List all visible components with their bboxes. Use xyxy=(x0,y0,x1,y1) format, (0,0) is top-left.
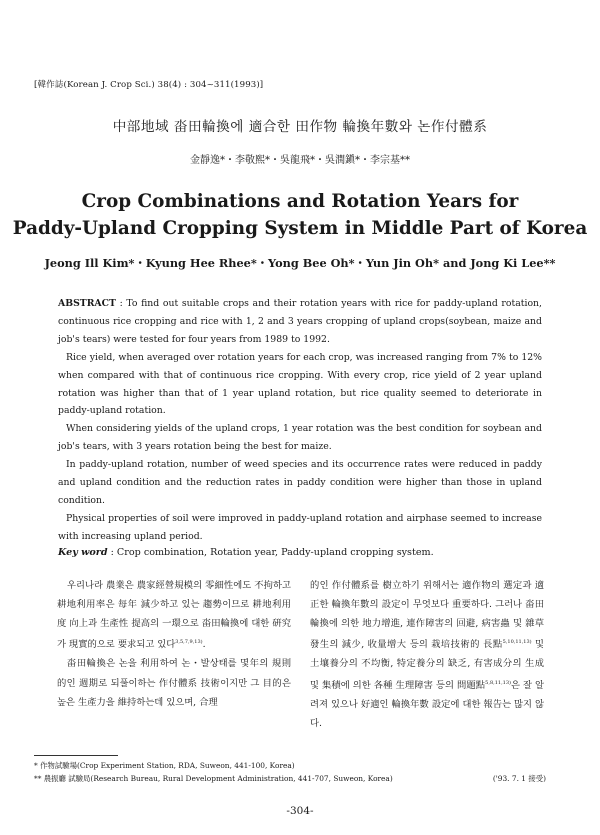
citation-ref: 5,10,11,13) xyxy=(502,639,532,646)
body-paragraph-1 xyxy=(57,576,291,654)
body-paragraph-3 xyxy=(310,576,544,733)
english-title-line-1: Crop Combinations and Rotation Years for xyxy=(81,191,519,212)
page-number: -304- xyxy=(286,805,314,817)
abstract-paragraph-5: Physical properties of soil were improved in paddy-upland rotation and airphase seemed to increase with increasing upland period. xyxy=(58,512,542,542)
english-authors: Jeong Ill Kim*・Kyung Hee Rhee*・Yong Bee Oh*・Yun Jin Oh* and Jong Ki Lee** xyxy=(44,256,556,270)
footnotes xyxy=(34,759,554,785)
abstract-separator: : xyxy=(115,298,127,309)
abstract-paragraph-1 xyxy=(58,295,542,349)
keywords-label: Key word xyxy=(58,547,108,558)
body-paragraph-1-text: 우리나라 農業은 農家經營規模의 零細性에도 不拘하고 耕地利用率은 每年 減少하고 있는 趨勢이므로 耕地利用度 向上과 生產性 提高의 一環으로 畓田輪換에 대한 硏究가 現實的으로 要求되고 있다 xyxy=(57,580,291,651)
footnote-divider xyxy=(34,755,118,756)
abstract xyxy=(58,295,542,546)
korean-title: 中部地域 畓田輪換에 適合한 田作物 輪換年數와 논作付體系 xyxy=(112,119,488,135)
body-paragraph-3-text-b: 및 土壤養分의 不均衡, 特定養分의 缺乏, 有害成分의 生成 및 集積에 의한 各種 生理障害 등의 問題點 xyxy=(310,639,544,691)
abstract-paragraph-4: In paddy-upland rotation, number of weed species and its occurrence rates were reduced in paddy and upland condition and the reduction rates in paddy condition were higher than those in upland condition. xyxy=(58,459,542,506)
citation-ref: 3,5,7,9,13) xyxy=(175,639,203,646)
korean-authors: 金靜逸*・李敬熙*・吳龍飛*・吳潤鎭*・李宗基** xyxy=(190,155,410,166)
footnote-2 xyxy=(34,772,554,785)
citation-ref: 5,8,11,13) xyxy=(485,679,511,686)
english-title-line-2: Paddy-Upland Cropping System in Middle Part of Korea xyxy=(12,218,588,239)
received-date: ('93. 7. 1 接受) xyxy=(492,774,546,783)
body-paragraph-1-end: . xyxy=(202,639,206,651)
keywords-separator: : xyxy=(107,547,117,558)
keywords xyxy=(58,547,542,558)
keywords-text: Crop combination, Rotation year, Paddy-upland cropping system. xyxy=(116,547,434,558)
abstract-paragraph-2: Rice yield, when averaged over rotation years for each crop, was increased ranging from 7% to 12% when compared with that of continuous rice cropping. With every crop, rice yield of 2 year upland rotation was higher than that of 1 year upland rotation, but rice quality seemed to deteriorate in paddy-upland rotation. xyxy=(58,351,542,417)
footnote-1: * 作物試驗場(Crop Experiment Station, RDA, Suweon, 441-100, Korea) xyxy=(34,761,295,770)
body-paragraph-3-text-c: 은 잘 알려져 있으나 好適인 輪換年數 設定에 대한 報告는 많지 않다. xyxy=(310,679,544,729)
body-column-right xyxy=(310,576,544,733)
body-paragraph-2: 畓田輪換은 논을 利用하여 논・발상태를 몇年의 規則的인 週期로 되풀이하는 作付體系 技術이지만 그 目的은 높은 生產力을 維持하는데 있으며, 合理 xyxy=(57,658,291,708)
english-title xyxy=(0,188,600,242)
abstract-text-1: To find out suitable crops and their rotation years with rice for paddy-upland rotation, continuous rice cropping and rice with 1, 2 and 3 years cropping of upland crops(soybean, maize and job's tears) were tested for four years from 1989 to 1992. xyxy=(58,298,542,345)
journal-citation: [韓作誌(Korean J. Crop Sci.) 38(4) : 304~311(1993)] xyxy=(34,80,264,90)
abstract-label: ABSTRACT xyxy=(58,298,116,309)
body-column-left xyxy=(57,576,291,712)
body-paragraph-3-text-a: 的인 作付體系를 樹立하기 위해서는 適作物의 選定과 適正한 輪換年數의 設定이 무엇보다 重要하다. 그러나 畓田輪換에 의한 地力增進, 連作障害의 回避, 病害蟲 및 雜草發生의 減少, 收量增大 등의 栽培技術的 長點 xyxy=(310,580,544,651)
abstract-paragraph-3: When considering yields of the upland crops, 1 year rotation was the best condition for soybean and job's tears, with 3 years rotation being the best for maize. xyxy=(58,423,542,453)
footnote-2-text: ** 農振廳 試驗局(Research Bureau, Rural Development Administration, 441-707, Suweon, Korea) xyxy=(34,774,393,783)
